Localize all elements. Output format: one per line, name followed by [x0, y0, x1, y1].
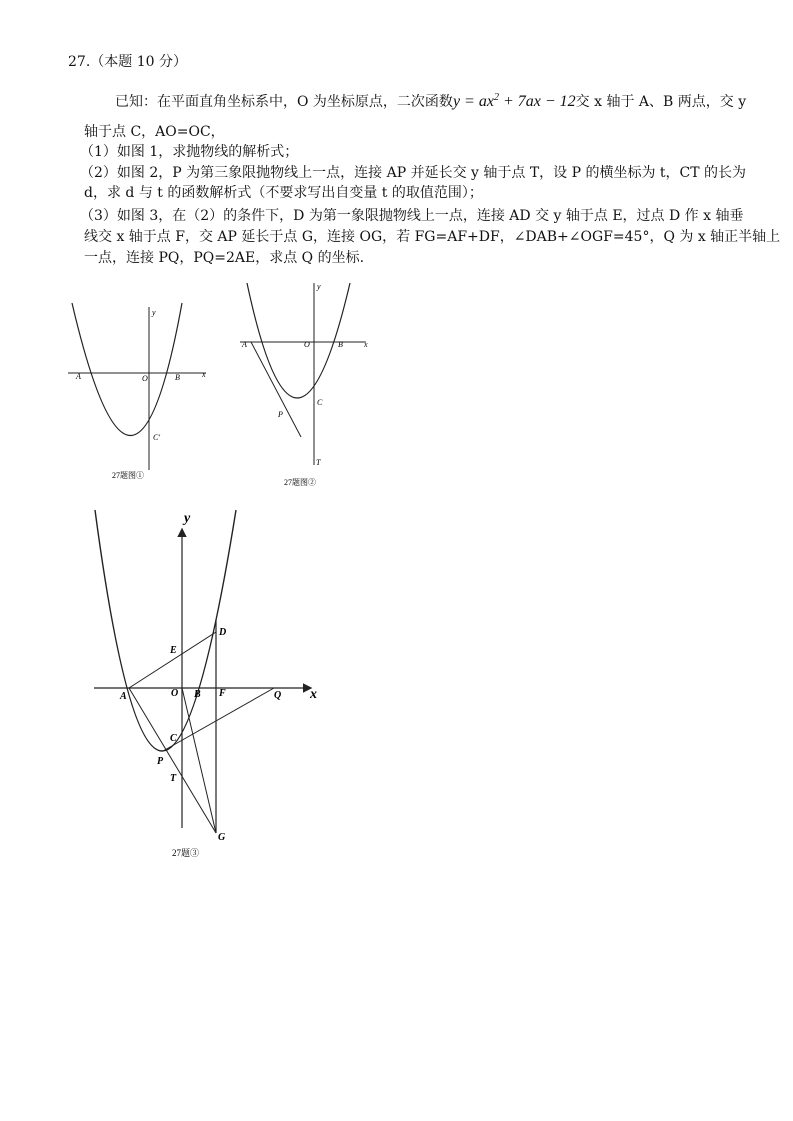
fn-ax: ax — [478, 93, 494, 110]
fig2-label-x: x — [364, 340, 368, 349]
question-3-line2: 线交 x 轴于点 F，交 AP 延长于点 G，连接 OG，若 FG=AF+DF，∠DAB+∠OGF=45°，Q 为 x 轴正半轴上 — [84, 229, 781, 245]
fn-square: 2 — [493, 92, 499, 103]
fig3-line-ag — [129, 688, 216, 833]
fig2-label-a: A — [242, 340, 247, 349]
given-statement — [115, 88, 746, 112]
fig1-label-b: B — [175, 373, 180, 382]
fig2-parabola — [247, 283, 350, 398]
fig3-label-b: B — [194, 689, 201, 700]
fig3-label-t: T — [170, 773, 177, 784]
question-2-line2: d，求 d 与 t 的函数解析式（不要求写出自变量 t 的取值范围）； — [84, 185, 483, 201]
fig2-label-o: O — [304, 340, 310, 349]
fn-eq: = — [460, 93, 479, 110]
figure-1 — [60, 295, 220, 495]
fig3-label-p: P — [157, 756, 164, 767]
fig3-label-g: G — [218, 832, 226, 843]
fig1-label-c: C' — [153, 433, 161, 442]
function-expression — [453, 93, 576, 110]
fig3-label-a: A — [120, 691, 127, 702]
fig1-label-x: x — [202, 370, 206, 379]
fig2-label-c: C — [317, 398, 323, 407]
figure-2 — [230, 275, 390, 493]
fig2-label-y: y — [317, 282, 321, 291]
fig1-caption: 27题图① — [112, 471, 144, 480]
fig2-line-ap — [251, 342, 301, 437]
fn-rest: + 7ax − 12 — [498, 93, 576, 110]
fig3-caption: 27题③ — [172, 848, 200, 858]
problem-header: 27.（本题 10 分） — [68, 54, 187, 70]
fig1-label-y: y — [152, 308, 156, 317]
fig1-label-a: A — [76, 372, 81, 381]
fig3-label-y: y — [184, 511, 191, 526]
question-3-line3: 一点，连接 PQ，PQ=2AE，求点 Q 的坐标. — [84, 250, 365, 266]
fig1-parabola — [72, 303, 182, 436]
fig3-label-o: O — [171, 688, 179, 699]
fig2-label-t: T — [316, 458, 321, 467]
fig3-label-x: x — [310, 687, 317, 702]
given-suffix: 交 x 轴于 A、B 两点，交 y — [575, 94, 747, 110]
figure-3 — [60, 498, 350, 868]
fig1-label-o: O — [142, 374, 148, 383]
fig2-caption: 27题图② — [284, 478, 316, 487]
given-prefix: 已知：在平面直角坐标系中，O 为坐标原点，二次函数 — [115, 94, 453, 110]
fig3-label-c: C — [170, 733, 177, 744]
fig3-line-ad — [129, 632, 216, 688]
question-2-line1: （2）如图 2，P 为第三象限抛物线上一点，连接 AP 并延长交 y 轴于点 T，设 P 的横坐标为 t，CT 的长为 — [80, 165, 747, 181]
fig3-label-f: F — [219, 688, 226, 699]
question-1: （1）如图 1，求抛物线的解析式； — [80, 144, 299, 160]
fig3-line-og — [182, 688, 216, 833]
fig3-label-q: Q — [274, 690, 282, 701]
question-3-line1: （3）如图 3，在（2）的条件下，D 为第一象限抛物线上一点，连接 AD 交 y 轴于点 E，过点 D 作 x 轴垂 — [80, 208, 744, 224]
fn-y: y — [452, 93, 461, 110]
fig3-label-e: E — [170, 645, 177, 656]
fig2-label-p: P — [278, 410, 283, 419]
fig2-label-b: B — [338, 340, 343, 349]
given-line2: 轴于点 C，AO=OC， — [84, 124, 225, 140]
fig3-label-d: D — [219, 627, 227, 638]
fig3-parabola — [95, 510, 236, 751]
